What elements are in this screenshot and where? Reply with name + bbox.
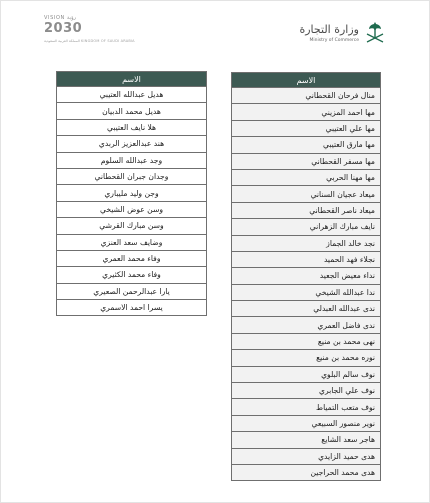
table-row	[57, 250, 207, 266]
table-header-name: الاسم	[232, 73, 381, 88]
table-row	[232, 464, 381, 480]
names-table-right	[231, 72, 381, 481]
name-cell: ميعاد ناصر القحطاني	[232, 202, 381, 218]
name-cell: يارا عبدالرحمن الصعيري	[57, 283, 207, 299]
table-row	[232, 268, 381, 284]
table-row	[232, 317, 381, 333]
table-row	[57, 136, 207, 152]
name-cell: ندى عبدالله العبدلي	[232, 301, 381, 317]
name-cell: ميعاد عجيان السناني	[232, 186, 381, 202]
name-cell: مها علي العتيبي	[232, 120, 381, 136]
name-cell: نوره محمد بن منيع	[232, 350, 381, 366]
name-cell: هديل محمد الدبيان	[57, 103, 207, 119]
name-cell: ندا عبدالله الشيخي	[232, 284, 381, 300]
table-row	[57, 201, 207, 217]
table-row	[57, 168, 207, 184]
name-cell: هند عبدالعزيز الربدي	[57, 136, 207, 152]
table-row	[232, 104, 381, 120]
table-row	[232, 251, 381, 267]
name-cell: نوير منصور السبيعي	[232, 415, 381, 431]
name-cell: وسن عوض الشيخي	[57, 201, 207, 217]
table-row	[57, 218, 207, 234]
ministry-name-arabic: وزارة التجارة	[299, 23, 359, 36]
name-cell: نهى محمد بن منيع	[232, 333, 381, 349]
table-row	[57, 234, 207, 250]
name-cell: منال فرحان القحطاني	[232, 88, 381, 104]
name-cell: وجد عبدالله السلوم	[57, 152, 207, 168]
table-row	[57, 283, 207, 299]
saudi-emblem-icon	[363, 20, 387, 46]
table-row	[57, 87, 207, 103]
table-row	[57, 300, 207, 316]
name-cell: وفاء محمد الكثيري	[57, 267, 207, 283]
table-row	[57, 152, 207, 168]
table-row	[232, 432, 381, 448]
table-row	[232, 235, 381, 251]
table-row	[232, 350, 381, 366]
ministry-logo	[299, 20, 387, 50]
vision-label: VISION رؤية	[44, 15, 76, 21]
name-cell: وجدان جبران القحطاني	[57, 168, 207, 184]
table-row	[232, 366, 381, 382]
name-cell: مها مسفر القحطاني	[232, 153, 381, 169]
table-row	[232, 169, 381, 185]
name-cell: هديل عبدالله العتيبي	[57, 87, 207, 103]
name-cell: هدى محمد الحراجين	[232, 464, 381, 480]
name-cell: نوف سالم البلوي	[232, 366, 381, 382]
names-table-left	[56, 71, 207, 316]
table-row	[232, 153, 381, 169]
name-cell: مها مهنا الحربي	[232, 169, 381, 185]
table-header-name: الاسم	[57, 72, 207, 87]
table-row	[232, 284, 381, 300]
name-cell: هلا نايف العتيبي	[57, 119, 207, 135]
table-row	[232, 137, 381, 153]
table-row	[232, 219, 381, 235]
name-cell: يسرا احمد الاسمري	[57, 300, 207, 316]
vision-year: 2030	[44, 21, 83, 36]
name-cell: وجن وليد مليباري	[57, 185, 207, 201]
name-cell: مها احمد المزيني	[232, 104, 381, 120]
table-row	[232, 88, 381, 104]
vision-2030-logo	[42, 15, 135, 49]
vision-subtitle: المملكة العربية السعودية KINGDOM OF SAUDI ARABIA	[44, 39, 135, 43]
table-row	[232, 186, 381, 202]
name-cell: وسن مبارك القرشي	[57, 218, 207, 234]
table-row	[57, 119, 207, 135]
table-row	[232, 301, 381, 317]
name-cell: نداء معيض الجعيد	[232, 268, 381, 284]
name-cell: وضايف سعد العنزي	[57, 234, 207, 250]
table-row	[57, 103, 207, 119]
name-cell: نوف متعب التمياط	[232, 399, 381, 415]
name-cell: هدى حميد الزايدي	[232, 448, 381, 464]
name-cell: ندى فاضل العمري	[232, 317, 381, 333]
table-row	[232, 399, 381, 415]
name-cell: نجلاء فهد الحميد	[232, 251, 381, 267]
name-cell: نجد خالد الجماز	[232, 235, 381, 251]
name-cell: وفاء محمد العمري	[57, 250, 207, 266]
name-cell: نايف مبارك الزهراني	[232, 219, 381, 235]
ministry-name-english: Ministry of Commerce	[309, 38, 359, 43]
table-row	[232, 333, 381, 349]
name-cell: مها مارق العتيبي	[232, 137, 381, 153]
table-row	[57, 185, 207, 201]
table-row	[232, 202, 381, 218]
table-row	[232, 448, 381, 464]
table-row	[232, 120, 381, 136]
name-cell: هاجر سعد الشايع	[232, 432, 381, 448]
table-row	[57, 267, 207, 283]
table-row	[232, 383, 381, 399]
table-row	[232, 415, 381, 431]
name-cell: نوف علي الجابري	[232, 383, 381, 399]
